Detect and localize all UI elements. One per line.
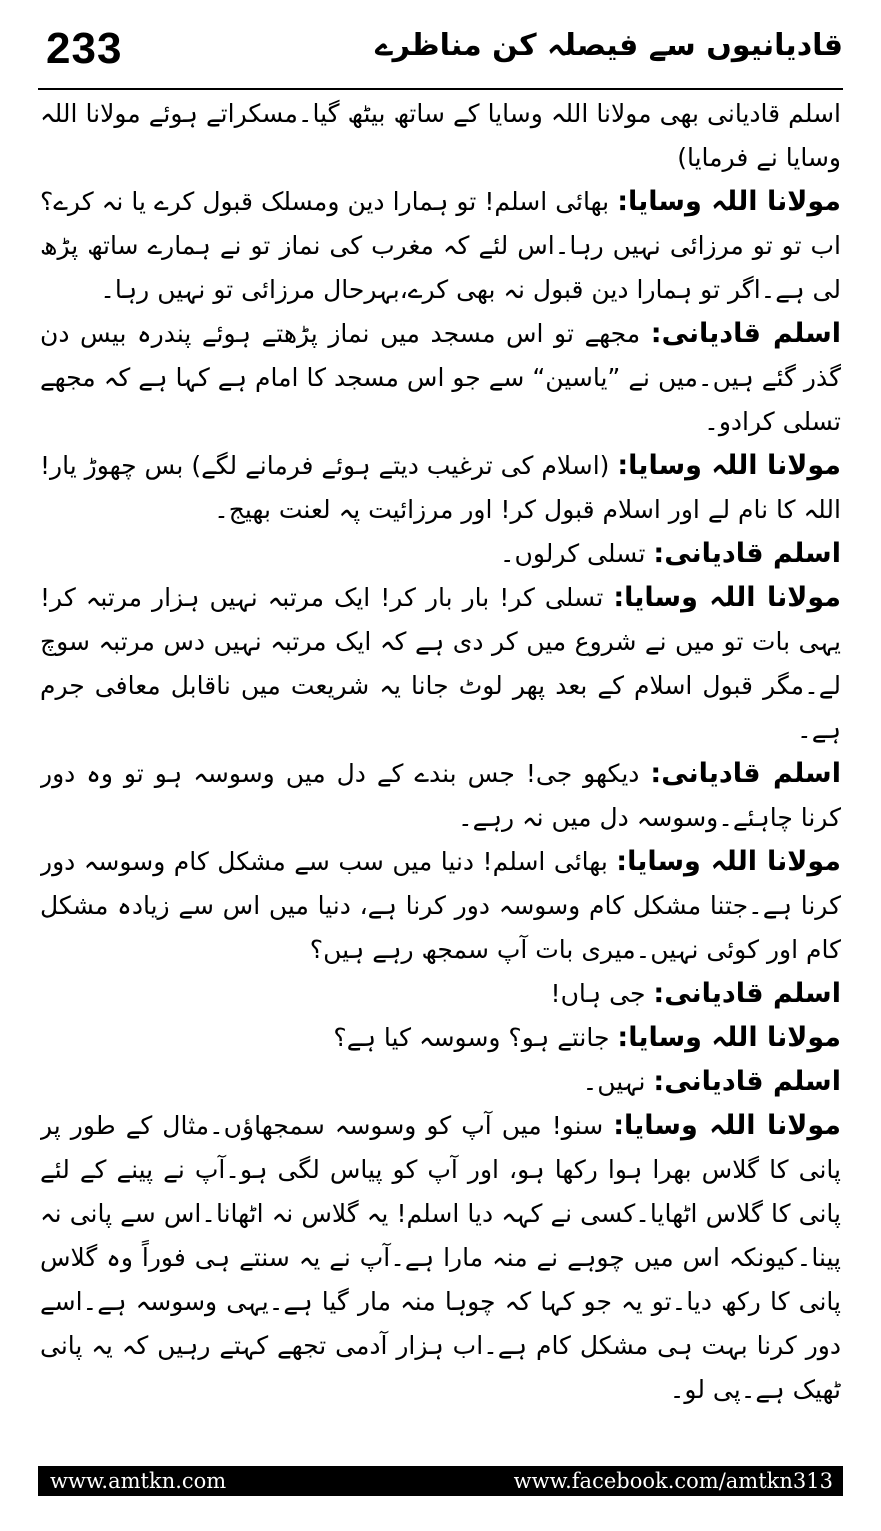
speaker-name: اسلم قادیانی: [653, 978, 841, 1009]
page-header [38, 18, 843, 82]
dialogue-text: تسلی کرلوں۔ [499, 539, 646, 568]
speaker-name: مولانا اللہ وسایا: [617, 450, 841, 481]
dialogue-text: بھائی اسلم! دنیا میں سب سے مشکل کام وسوسہ دور کرنا ہے۔جتنا مشکل کام وسوسہ دور کرنا ہے، دنیا میں اس سے زیادہ مشکل کام اور کوئی نہیں۔میری بات آپ سمجھ رہے ہیں؟ [40, 847, 841, 964]
dialogue-paragraph [40, 312, 841, 444]
dialogue-text: تسلی کر! بار بار کر! ایک مرتبہ نہیں ہزار مرتبہ کر! یہی بات تو میں نے شروع میں کر دی ہے کہ ایک مرتبہ نہیں دس مرتبہ سوچ لے۔مگر قبول اسلام کے بعد پھر لوٹ جانا یہ شریعت میں ناقابل معافی جرم ہے۔ [40, 583, 841, 744]
dialogue-paragraph [40, 180, 841, 312]
facebook-link[interactable]: www.facebook.com/amtkn313 [513, 1469, 833, 1493]
dialogue-paragraph [40, 752, 841, 840]
speaker-name: اسلم قادیانی: [650, 758, 841, 789]
dialogue-text: سنو! میں آپ کو وسوسہ سمجھاؤں۔مثال کے طور پر پانی کا گلاس بھرا ہوا رکھا ہو، اور آپ کو پیاس لگی ہو۔آپ نے پینے کے لئے پانی کا گلاس اٹھایا۔کسی نے کہہ دیا اسلم! یہ گلاس نہ اٹھانا۔اس سے پانی نہ پینا۔کیونکہ اس میں چوہے نے منہ مارا ہے۔آپ نے یہ سنتے ہی فوراً وہ گلاس پانی کا رکھ دیا۔تو یہ جو کہا کہ چوہا منہ مار گیا ہے۔یہی وسوسہ ہے۔اسے دور کرنا بہت ہی مشکل کام ہے۔اب ہزار آدمی تجھے کہتے رہیں کہ یہ پانی ٹھیک ہے۔پی لو۔ [40, 1111, 841, 1404]
dialogue-text: جی ہاں! [550, 979, 646, 1008]
dialogue-text: نہیں۔ [582, 1067, 646, 1096]
page-number: 233 [46, 24, 123, 73]
speaker-name: مولانا اللہ وسایا: [617, 1022, 841, 1053]
page-footer [38, 1466, 843, 1496]
dialogue-paragraph [40, 532, 841, 576]
speaker-name: مولانا اللہ وسایا: [617, 186, 841, 217]
paragraph-text: اسلم قادیانی بھی مولانا اللہ وسایا کے ساتھ بیٹھ گیا۔مسکراتے ہوئے مولانا اللہ وسایا نے فرمایا) [40, 99, 841, 172]
dialogue-paragraph [40, 576, 841, 752]
dialogue-paragraph [40, 1016, 841, 1060]
paragraph-narration [40, 92, 841, 180]
dialogue-text: دیکھو جی! جس بندے کے دل میں وسوسہ ہو تو وہ دور کرنا چاہئے۔وسوسہ دل میں نہ رہے۔ [40, 759, 841, 832]
dialogue-paragraph [40, 1104, 841, 1412]
dialogue-paragraph [40, 972, 841, 1016]
dialogue-paragraph [40, 1060, 841, 1104]
page-body [40, 92, 841, 1464]
speaker-name: اسلم قادیانی: [650, 318, 841, 349]
speaker-name: اسلم قادیانی: [653, 538, 841, 569]
dialogue-text: مجھے تو اس مسجد میں نماز پڑھتے ہوئے پندرہ بیس دن گذر گئے ہیں۔میں نے ”یاسین“ سے جو اس مسجد کا امام ہے کہا ہے کہ مجھے تسلی کرادو۔ [40, 319, 841, 436]
speaker-name: مولانا اللہ وسایا: [616, 846, 841, 877]
speaker-name: اسلم قادیانی: [653, 1066, 841, 1097]
dialogue-text: بھائی اسلم! تو ہمارا دین ومسلک قبول کرے یا نہ کرے؟ اب تو تو مرزائی نہیں رہا۔اس لئے کہ مغرب کی نماز تو نے ہمارے ساتھ پڑھ لی ہے۔اگر تو ہمارا دین قبول نہ بھی کرے،بہرحال مرزائی تو نہیں رہا۔ [40, 187, 841, 304]
running-title: قادیانیوں سے فیصلہ کن مناظرے [375, 28, 843, 63]
dialogue-text: جانتے ہو؟ وسوسہ کیا ہے؟ [333, 1023, 610, 1052]
dialogue-text: (اسلام کی ترغیب دیتے ہوئے فرمانے لگے) بس چھوڑ یار! اللہ کا نام لے اور اسلام قبول کر! اور مرزائیت پہ لعنت بھیج۔ [40, 451, 841, 524]
dialogue-paragraph [40, 840, 841, 972]
dialogue-paragraph [40, 444, 841, 532]
website-link[interactable]: www.amtkn.com [50, 1469, 227, 1493]
speaker-name: مولانا اللہ وسایا: [613, 1110, 841, 1141]
speaker-name: مولانا اللہ وسایا: [613, 582, 841, 613]
header-divider [38, 88, 843, 90]
